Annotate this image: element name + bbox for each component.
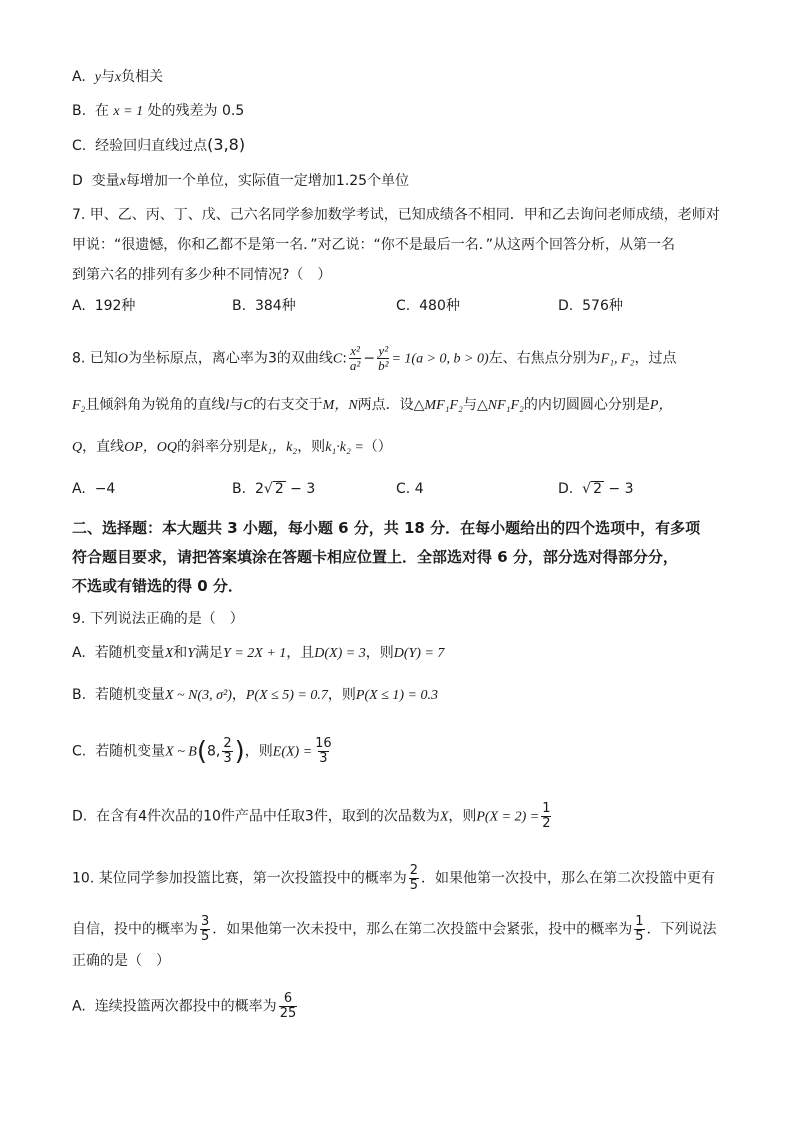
q10-option-a: A. 连续投篮两次都投中的概率为 $\frac{6}{25}$ <box>72 991 297 1021</box>
section-heading-line1: 二、选择题：本大题共 3 小题，每小题 6 分，共 18 分．在每小题给出的四个选项中，有多项 <box>72 519 701 537</box>
q10-stem-line1: 10. 某位同学参加投篮比赛，第一次投篮投中的概率为 $\frac{2}{5}$ ．如果他第一次投中，那么在第二次投篮中更有 <box>72 863 715 893</box>
q6-option-b: B. 在 x = 1 处的残差为 0.5 <box>72 103 245 119</box>
q6-option-d: D 变量x每增加一个单位，实际值一定增加1.25个单位 <box>72 173 410 189</box>
fraction: $\frac{\text{x²}}{\text{a²}}$ <box>349 343 361 373</box>
fraction: $\frac{1}{2}$ <box>542 801 551 831</box>
section-heading-line2: 符合题目要求，请把答案填涂在答题卡相应位置上．全部选对得 6 分，部分选对得部分分， <box>72 548 678 566</box>
q6-option-a: A. y与x负相关 <box>72 69 164 85</box>
q7-option-c: C. 480种 <box>396 298 460 314</box>
q9-stem: 9. 下列说法正确的是（ ） <box>72 611 244 627</box>
fraction: $\frac{2}{5}$ <box>409 863 418 893</box>
q9-option-a: A. 若随机变量X和Y满足Y = 2X + 1，且D(X) = 3，则D(Y) = 7 <box>72 645 445 661</box>
q7-stem-line3: 到第六名的排列有多少种不同情况?（ ） <box>72 267 332 283</box>
q7-option-d: D. 576种 <box>558 298 623 314</box>
q8-stem-line2: F₂且倾斜角为锐角的直线l与C的右支交于M，N两点．设△MF₁F₂与△NF₁F₂的内切圆圆心分别是P， <box>72 397 673 413</box>
q10-stem-line2: 自信，投中的概率为 $\frac{3}{5}$ ．如果他第一次未投中，那么在第二次投篮中会紧张，投中的概率为 $\frac{1}{5}$ ．下列说法 <box>72 914 717 944</box>
fraction: $\frac{16}{3}$ <box>315 736 332 766</box>
q10-stem-line3: 正确的是（ ） <box>72 953 170 969</box>
q8-stem-line3: Q，直线OP，OQ的斜率分别是k₁，k₂，则k₁·k₂ =（） <box>72 439 392 455</box>
q7-stem-line1: 7. 甲、乙、丙、丁、戊、己六名同学参加数学考试，已知成绩各不相同．甲和乙去询问老师成绩，老师对 <box>72 207 720 223</box>
q9-option-d: D. 在含有4件次品的10件产品中任取3件，取到的次品数为X，则P(X = 2) = $\frac{1}{2}$ <box>72 801 551 831</box>
fraction: $\frac{\text{y²}}{\text{b²}}$ <box>378 343 389 373</box>
q7-option-a: A. 192种 <box>72 298 136 314</box>
q7-stem-line2: 甲说：“很遗憾，你和乙都不是第一名．”对乙说：“你不是最后一名．”从这两个回答分析，从第一名 <box>72 237 676 253</box>
fraction: $\frac{2}{3}$ <box>223 736 232 766</box>
q8-option-b: B. 2√ 2 − 3 <box>232 481 316 497</box>
q9-option-b: B. 若随机变量X ~ N(3, σ²)，P(X ≤ 5) = 0.7，则P(X ≤ 1) = 0.3 <box>72 687 438 703</box>
q7-option-b: B. 384种 <box>232 298 296 314</box>
fraction: $\frac{1}{5}$ <box>635 914 644 944</box>
section-heading-line3: 不选或有错选的得 0 分． <box>72 577 243 595</box>
q8-stem-line1: 8. 已知O为坐标原点，离心率为3的双曲线C: $\frac{\text{x²}}{\text{a²}}$ − $\frac{\text{y²}}{\text{b²}}$ = 1(a > 0, b > 0)左、右焦点分别为F₁, F₂，过点 <box>72 343 677 373</box>
fraction: $\frac{3}{5}$ <box>201 914 210 944</box>
q8-option-a: A. −4 <box>72 481 116 497</box>
q6-option-c: C. 经验回归直线过点(3,8) <box>72 135 246 154</box>
q8-option-c: C. 4 <box>396 481 424 497</box>
q9-option-c: C. 若随机变量X ~ B(8, $\frac{2}{3}$ )，则E(X) = $\frac{16}{3}$ <box>72 736 332 767</box>
fraction: $\frac{6}{25}$ <box>279 991 297 1021</box>
option-label: A. <box>72 69 86 85</box>
q8-option-d: D. √ 2 − 3 <box>558 481 634 497</box>
